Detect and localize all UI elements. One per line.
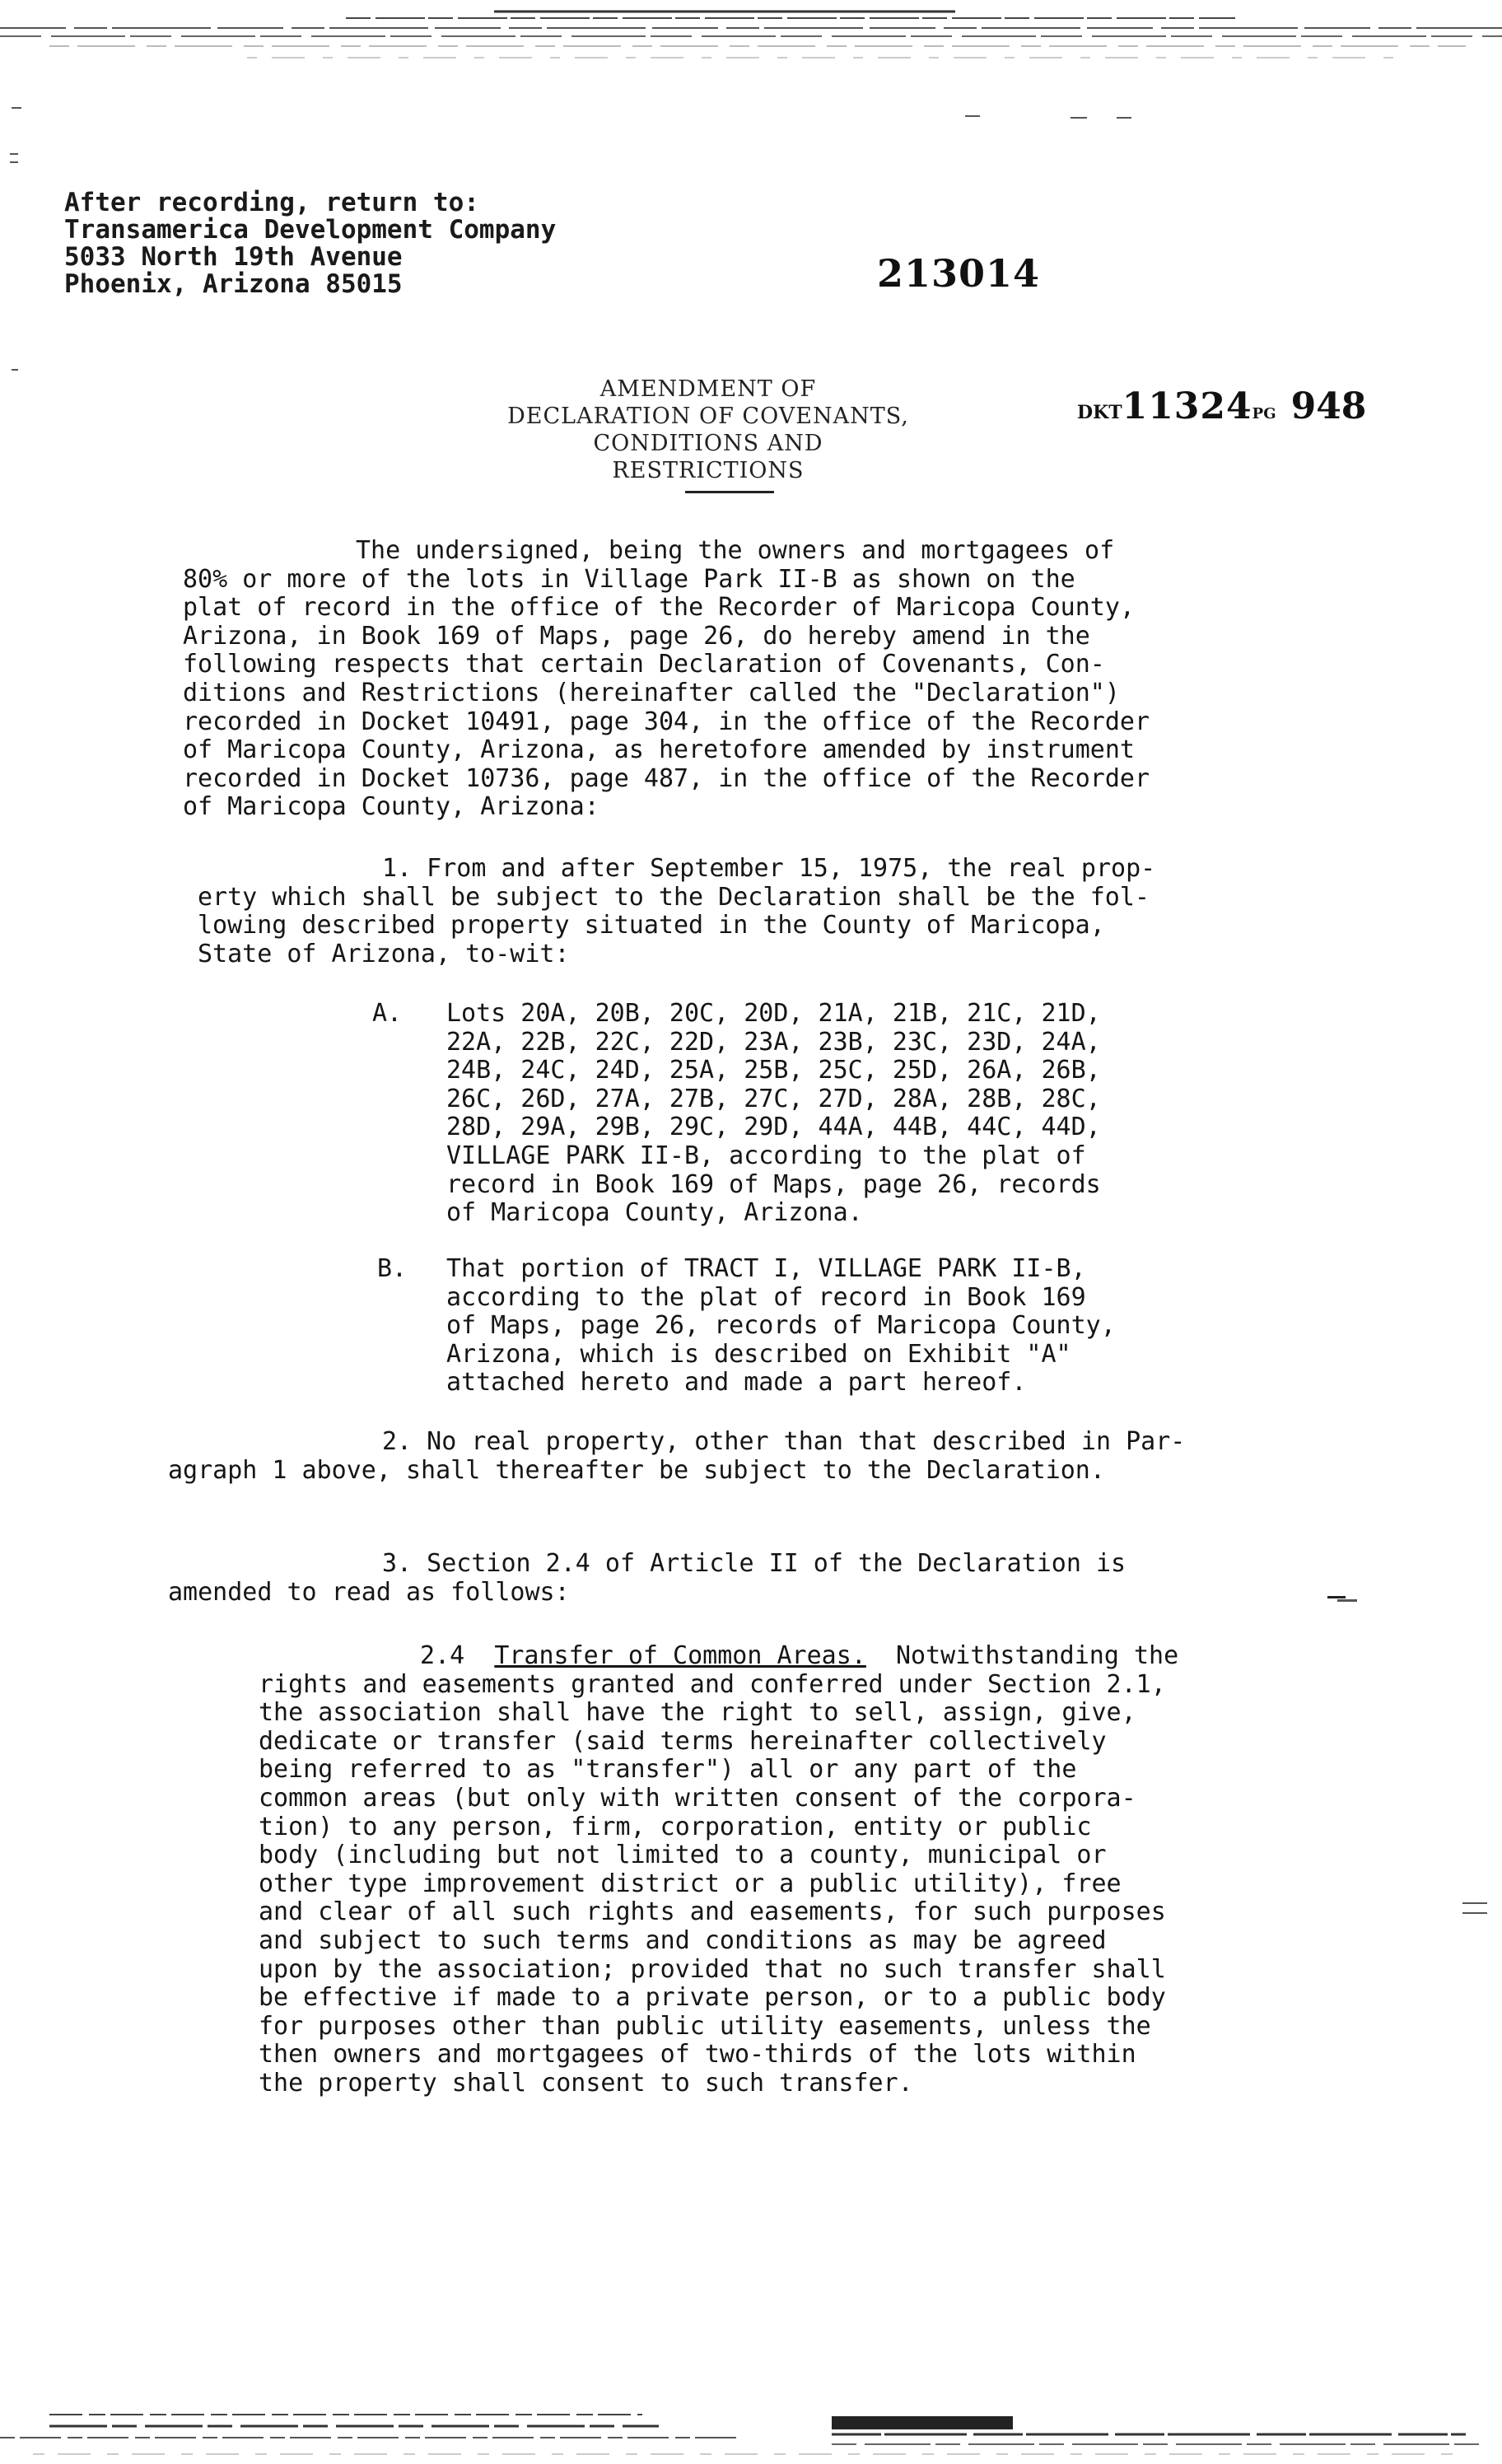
return-address-line: Phoenix, Arizona 85015 [64,269,403,299]
paragraph-line: 80% or more of the lots in Village Park II-B as shown on the [183,564,1075,594]
paragraph-line: That portion of TRACT I, VILLAGE PARK II-B, [446,1254,1086,1283]
scan-speck [1462,1902,1487,1904]
paragraph-line: erty which shall be subject to the Declaration shall be the fol- [198,882,1150,912]
title-line: AMENDMENT OF [599,376,817,402]
return-address-line: 5033 North 19th Avenue [64,242,403,272]
paragraph-line: State of Arizona, to-wit: [198,939,570,968]
return-address [64,189,556,298]
paragraph-line: 1. From and after September 15, 1975, the real prop- [382,854,1156,883]
scan-speck [10,161,18,163]
paragraph-line: common areas (but only with written consent of the corpora- [259,1783,1136,1813]
paragraph-line: Arizona, which is described on Exhibit "A" [446,1339,1071,1369]
page-number: 948 [1290,385,1367,427]
title-rule [685,491,774,493]
scan-speck [12,107,21,109]
scan-speck [1071,117,1087,119]
paragraph-line: recorded in Docket 10736, page 487, in the office of the Recorder [183,763,1150,793]
item-a-lot-list [446,1000,1101,1228]
scan-speck [12,369,18,371]
paragraph-2 [168,1428,1185,1485]
paragraph-line: 2. No real property, other than that described in Par- [382,1427,1186,1456]
paragraph-line: of Maricopa County, Arizona. [446,1198,863,1228]
paragraph-line: and subject to such terms and conditions as may be agreed [259,1925,1107,1955]
section-heading: Transfer of Common Areas. [494,1641,866,1670]
paragraph-line: 28D, 29A, 29B, 29C, 29D, 44A, 44B, 44C, 44D, [446,1113,1101,1142]
paragraph-line: 3. Section 2.4 of Article II of the Declaration is [382,1549,1126,1578]
scan-speck [965,115,980,117]
scan-artifact-top [0,0,1502,74]
paragraph-line: 24B, 24C, 24D, 25A, 25B, 25C, 25D, 26A, 26B, [446,1056,1101,1085]
section-2-4 [259,1642,1178,2098]
paragraph-line: tion) to any person, firm, corporation, entity or public [259,1812,1092,1841]
docket-number: 11324 [1122,385,1252,427]
paragraph-line: amended to read as follows: [168,1577,570,1607]
paragraph-line: then owners and mortgagees of two-thirds of the lots within [259,2040,1136,2070]
return-address-line: After recording, return to: [64,188,479,217]
scan-speck [1462,1912,1487,1914]
paragraph-line: for purposes other than public utility easements, unless the [259,2011,1151,2041]
item-b-description [446,1255,1116,1398]
paragraph-line: other type improvement district or a public utility), free [259,1869,1122,1898]
intro-paragraph [183,537,1150,822]
paragraph-line: of Maricopa County, Arizona: [183,792,599,822]
paragraph-1 [198,855,1155,968]
paragraph-line: lowing described property situated in the County of Maricopa, [198,911,1105,940]
section-number: 2.4 [420,1641,465,1670]
paragraph-line: be effective if made to a private person, or to a public body [259,1983,1166,2013]
paragraph-line: of Maps, page 26, records of Maricopa County, [446,1311,1116,1341]
paragraph-line: the property shall consent to such transfer. [259,2068,913,2098]
paragraph-line: and clear of all such rights and easements, for such purposes [259,1897,1166,1927]
paragraph-line: The undersigned, being the owners and mortgagees of [356,536,1115,565]
scan-speck [10,153,18,155]
paragraph-line: Lots 20A, 20B, 20C, 20D, 21A, 21B, 21C, 21D, [446,999,1101,1028]
paragraph-line: 26C, 26D, 27A, 27B, 27C, 27D, 28A, 28B, 28C, [446,1084,1101,1113]
docket-stamp [1077,385,1366,427]
paragraph-line: being referred to as "transfer") all or any part of the [259,1755,1077,1785]
paragraph-3 [168,1550,1126,1607]
docket-prefix: DKT [1077,402,1122,423]
section-first-line [259,1642,1178,1671]
paragraph-line: plat of record in the office of the Recorder of Maricopa County, [183,593,1135,623]
paragraph-line: upon by the association; provided that no such transfer shall [259,1954,1166,1984]
paragraph-line: rights and easements granted and conferred under Section 2.1, [259,1669,1166,1699]
paragraph-line: recorded in Docket 10491, page 304, in the office of the Recorder [183,707,1150,736]
page-label: PG [1252,405,1276,422]
paragraph-line: according to the plat of record in Book 169 [446,1282,1086,1312]
paragraph-line: the association shall have the right to sell, assign, give, [259,1698,1136,1728]
paragraph-line: record in Book 169 of Maps, page 26, records [446,1169,1101,1199]
paragraph-line: VILLAGE PARK II-B, according to the plat of [446,1141,1086,1170]
section-first-line-text: Notwithstanding the [895,1641,1179,1670]
paragraph-line: Arizona, in Book 169 of Maps, page 26, do hereby amend in the [183,621,1090,651]
document-title [494,376,922,484]
paragraph-line: ditions and Restrictions (hereinafter called the "Declaration") [183,678,1120,707]
paragraph-line: attached hereto and made a part hereof. [446,1368,1027,1398]
paragraph-line: 22A, 22B, 22C, 22D, 23A, 23B, 23C, 23D, 24A, [446,1027,1101,1057]
scan-artifact-bottom [0,2388,1502,2464]
paragraph-line: agraph 1 above, shall thereafter be subject to the Declaration. [168,1455,1105,1485]
return-address-line: Transamerica Development Company [64,215,557,245]
paragraph-line: of Maricopa County, Arizona, as heretofore amended by instrument [183,735,1135,765]
scan-dash [1327,1596,1346,1598]
item-b-label: B. [377,1254,408,1283]
paragraph-line: body (including but not limited to a county, municipal or [259,1841,1107,1870]
scan-speck [1337,1599,1357,1602]
title-line: CONDITIONS AND RESTRICTIONS [593,431,823,483]
title-line: DECLARATION OF COVENANTS, [507,404,909,429]
scan-speck [1117,117,1131,119]
item-a-label: A. [372,999,403,1028]
paragraph-line: dedicate or transfer (said terms hereinafter collectively [259,1726,1107,1756]
recording-number: 213014 [877,251,1041,296]
paragraph-line: following respects that certain Declaration of Covenants, Con- [183,650,1105,679]
